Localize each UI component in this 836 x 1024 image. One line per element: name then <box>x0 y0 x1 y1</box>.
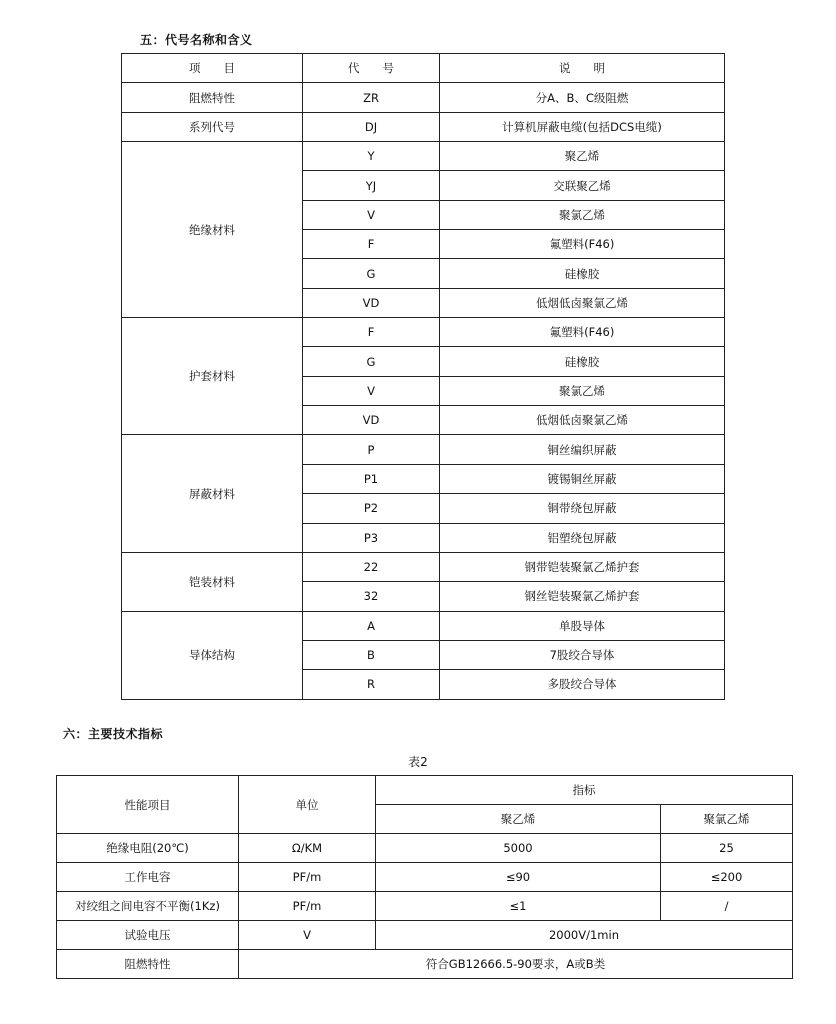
code-cell: P3 <box>303 523 440 552</box>
unit-cell: PF/m <box>239 863 376 892</box>
code-cell: V <box>303 200 440 229</box>
group-item-cell: 铠装材料 <box>122 552 303 611</box>
desc-cell: 硅橡胶 <box>440 347 725 376</box>
item-cell: 系列代号 <box>122 112 303 141</box>
code-meaning-table <box>121 53 725 700</box>
tech-spec-table-body <box>57 776 793 979</box>
group-item-cell: 导体结构 <box>122 611 303 699</box>
pe-value-cell: 5000 <box>376 834 661 863</box>
desc-cell: 低烟低卤聚氯乙烯 <box>440 406 725 435</box>
code-cell: VD <box>303 288 440 317</box>
property-cell: 阻燃特性 <box>57 950 239 979</box>
pe-value-cell: ≤90 <box>376 863 661 892</box>
unit-cell: Ω/KM <box>239 834 376 863</box>
table-row <box>122 112 725 141</box>
desc-cell: 交联聚乙烯 <box>440 171 725 200</box>
table-row <box>57 921 793 950</box>
unit-cell: PF/m <box>239 892 376 921</box>
value-cell: 2000V/1min <box>376 921 793 950</box>
code-cell: G <box>303 259 440 288</box>
desc-cell: 硅橡胶 <box>440 259 725 288</box>
code-cell: F <box>303 318 440 347</box>
code-cell: VD <box>303 406 440 435</box>
pvc-value-cell: ≤200 <box>661 863 793 892</box>
desc-cell: 钢带铠装聚氯乙烯护套 <box>440 552 725 581</box>
pvc-value-cell: / <box>661 892 793 921</box>
desc-cell: 氟塑料(F46) <box>440 318 725 347</box>
header-desc: 说 明 <box>440 54 725 83</box>
table-row <box>57 950 793 979</box>
table-row <box>122 435 725 464</box>
code-cell: B <box>303 640 440 669</box>
pe-value-cell: ≤1 <box>376 892 661 921</box>
table-row <box>122 83 725 112</box>
desc-cell: 聚乙烯 <box>440 142 725 171</box>
header-unit: 单位 <box>239 776 376 834</box>
code-cell: Y <box>303 142 440 171</box>
header-pe: 聚乙烯 <box>376 805 661 834</box>
desc-cell: 钢丝铠装聚氯乙烯护套 <box>440 582 725 611</box>
code-cell: ZR <box>303 83 440 112</box>
group-item-cell: 屏蔽材料 <box>122 435 303 552</box>
property-cell: 对绞组之间电容不平衡(1Kz) <box>57 892 239 921</box>
desc-cell: 铝塑绕包屏蔽 <box>440 523 725 552</box>
section5-title: 五：代号名称和含义 <box>140 33 253 47</box>
desc-cell: 镀锡铜丝屏蔽 <box>440 464 725 493</box>
table-header-row <box>57 776 793 805</box>
table-caption: 表2 <box>408 755 428 769</box>
table-row <box>122 552 725 581</box>
code-cell: F <box>303 230 440 259</box>
desc-cell: 7股绞合导体 <box>440 640 725 669</box>
header-index: 指标 <box>376 776 793 805</box>
code-cell: 22 <box>303 552 440 581</box>
desc-cell: 计算机屏蔽电缆(包括DCS电缆) <box>440 112 725 141</box>
group-item-cell: 绝缘材料 <box>122 142 303 318</box>
code-cell: G <box>303 347 440 376</box>
desc-cell: 单股导体 <box>440 611 725 640</box>
value-cell: 符合GB12666.5-90要求，A或B类 <box>239 950 793 979</box>
code-cell: A <box>303 611 440 640</box>
code-cell: R <box>303 670 440 699</box>
table-header-row <box>122 54 725 83</box>
code-cell: P <box>303 435 440 464</box>
pvc-value-cell: 25 <box>661 834 793 863</box>
desc-cell: 铜带绕包屏蔽 <box>440 494 725 523</box>
desc-cell: 低烟低卤聚氯乙烯 <box>440 288 725 317</box>
code-meaning-table-body <box>122 54 725 700</box>
table-row <box>122 318 725 347</box>
table-row <box>57 892 793 921</box>
property-cell: 工作电容 <box>57 863 239 892</box>
code-cell: 32 <box>303 582 440 611</box>
unit-cell: V <box>239 921 376 950</box>
desc-cell: 聚氯乙烯 <box>440 200 725 229</box>
group-item-cell: 护套材料 <box>122 318 303 435</box>
item-cell: 阻燃特性 <box>122 83 303 112</box>
table-row <box>122 142 725 171</box>
table-row <box>57 863 793 892</box>
desc-cell: 多股绞合导体 <box>440 670 725 699</box>
tech-spec-table <box>56 775 793 979</box>
desc-cell: 铜丝编织屏蔽 <box>440 435 725 464</box>
property-cell: 绝缘电阻(20℃) <box>57 834 239 863</box>
code-cell: V <box>303 376 440 405</box>
header-property: 性能项目 <box>57 776 239 834</box>
code-cell: P2 <box>303 494 440 523</box>
code-cell: YJ <box>303 171 440 200</box>
code-cell: P1 <box>303 464 440 493</box>
header-pvc: 聚氯乙烯 <box>661 805 793 834</box>
section6-title: 六：主要技术指标 <box>63 727 164 741</box>
code-cell: DJ <box>303 112 440 141</box>
property-cell: 试验电压 <box>57 921 239 950</box>
desc-cell: 分A、B、C级阻燃 <box>440 83 725 112</box>
header-code: 代 号 <box>303 54 440 83</box>
table-row <box>122 611 725 640</box>
desc-cell: 聚氯乙烯 <box>440 376 725 405</box>
header-item: 项 目 <box>122 54 303 83</box>
table-row <box>57 834 793 863</box>
desc-cell: 氟塑料(F46) <box>440 230 725 259</box>
